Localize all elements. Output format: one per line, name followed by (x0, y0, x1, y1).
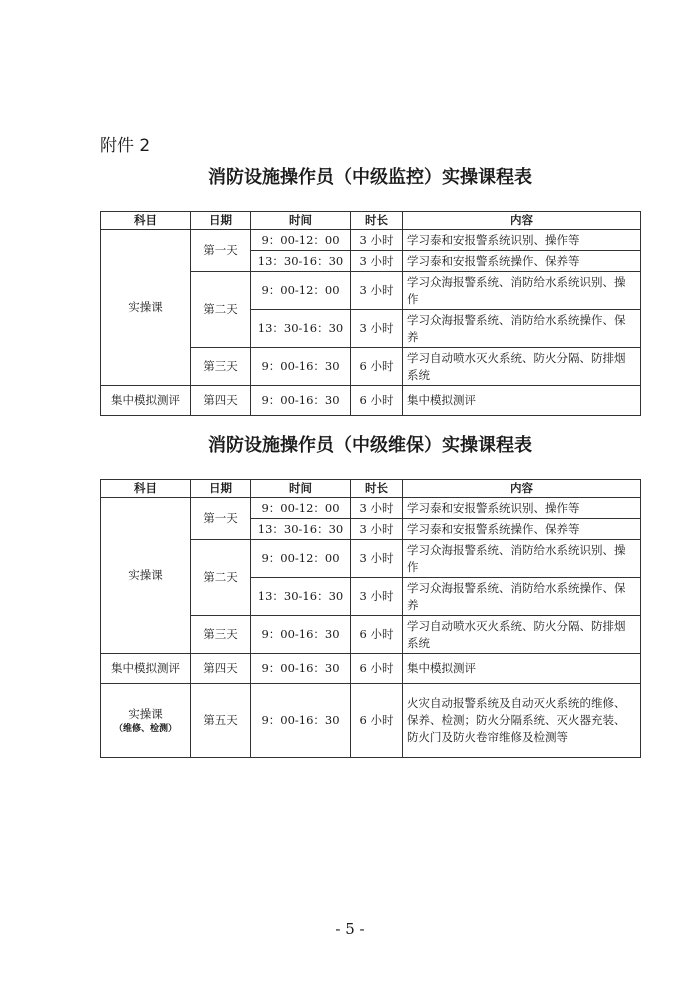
day-cell: 第二天 (191, 540, 251, 616)
day-cell: 第四天 (191, 654, 251, 684)
table-row (101, 684, 641, 758)
day-cell: 第一天 (191, 498, 251, 540)
duration-cell: 3 小时 (351, 498, 403, 519)
time-cell: 13：30-16：30 (251, 519, 351, 540)
header-duration: 时长 (351, 212, 403, 230)
time-cell: 9：00-16：30 (251, 616, 351, 654)
content-cell: 学习泰和安报警系统识别、操作等 (403, 498, 641, 519)
content-cell: 学习自动喷水灭火系统、防火分隔、防排烟系统 (403, 616, 641, 654)
content-cell: 学习泰和安报警系统操作、保养等 (403, 251, 641, 272)
content-cell: 集中模拟测评 (403, 386, 641, 416)
content-cell: 学习泰和安报警系统识别、操作等 (403, 230, 641, 251)
subject-cell (101, 684, 191, 758)
header-date: 日期 (191, 212, 251, 230)
subject-cell: 集中模拟测评 (101, 654, 191, 684)
day-cell: 第四天 (191, 386, 251, 416)
time-cell: 9：00-12：00 (251, 498, 351, 519)
duration-cell: 3 小时 (351, 251, 403, 272)
schedule-table-monitoring (100, 211, 641, 416)
duration-cell: 6 小时 (351, 386, 403, 416)
time-cell: 9：00-12：00 (251, 230, 351, 251)
table-header-row (101, 212, 641, 230)
time-cell: 9：00-16：30 (251, 684, 351, 758)
subject-note: （维修、检测） (113, 724, 177, 734)
schedule-table-maintenance (100, 479, 641, 758)
duration-cell: 6 小时 (351, 684, 403, 758)
time-cell: 9：00-16：30 (251, 386, 351, 416)
day-cell: 第五天 (191, 684, 251, 758)
table1-title: 消防设施操作员（中级监控）实操课程表 (208, 167, 532, 188)
content-cell: 火灾自动报警系统及自动灭火系统的维修、保养、检测；防火分隔系统、灭火器充装、防火门及防火卷帘维修及检测等 (403, 684, 641, 758)
content-cell: 学习众海报警系统、消防给水系统操作、保养 (403, 310, 641, 348)
duration-cell: 3 小时 (351, 230, 403, 251)
subject-label: 实操课 (128, 707, 163, 721)
table-row (101, 230, 641, 251)
day-cell: 第三天 (191, 616, 251, 654)
time-cell: 9：00-12：00 (251, 540, 351, 578)
annex-label: 附件 2 (100, 136, 151, 156)
subject-cell: 实操课 (101, 230, 191, 386)
table-header-row (101, 480, 641, 498)
table-row (101, 386, 641, 416)
day-cell: 第二天 (191, 272, 251, 348)
subject-cell: 实操课 (101, 498, 191, 654)
time-cell: 13：30-16：30 (251, 251, 351, 272)
header-time: 时间 (251, 212, 351, 230)
time-cell: 13：30-16：30 (251, 578, 351, 616)
day-cell: 第一天 (191, 230, 251, 272)
time-cell: 13：30-16：30 (251, 310, 351, 348)
day-cell: 第三天 (191, 348, 251, 386)
time-cell: 9：00-12：00 (251, 272, 351, 310)
page-number: - 5 - (335, 920, 365, 938)
header-date: 日期 (191, 480, 251, 498)
duration-cell: 3 小时 (351, 519, 403, 540)
header-time: 时间 (251, 480, 351, 498)
subject-cell: 集中模拟测评 (101, 386, 191, 416)
header-content: 内容 (403, 212, 641, 230)
content-cell: 学习众海报警系统、消防给水系统操作、保养 (403, 578, 641, 616)
content-cell: 学习泰和安报警系统操作、保养等 (403, 519, 641, 540)
duration-cell: 6 小时 (351, 348, 403, 386)
table-row (101, 498, 641, 519)
duration-cell: 6 小时 (351, 654, 403, 684)
header-subject: 科目 (101, 212, 191, 230)
content-cell: 学习众海报警系统、消防给水系统识别、操作 (403, 272, 641, 310)
content-cell: 学习自动喷水灭火系统、防火分隔、防排烟系统 (403, 348, 641, 386)
table-row (101, 654, 641, 684)
header-subject: 科目 (101, 480, 191, 498)
duration-cell: 3 小时 (351, 578, 403, 616)
header-content: 内容 (403, 480, 641, 498)
header-duration: 时长 (351, 480, 403, 498)
duration-cell: 3 小时 (351, 272, 403, 310)
time-cell: 9：00-16：30 (251, 654, 351, 684)
table2-title: 消防设施操作员（中级维保）实操课程表 (208, 435, 532, 456)
content-cell: 集中模拟测评 (403, 654, 641, 684)
duration-cell: 3 小时 (351, 540, 403, 578)
content-cell: 学习众海报警系统、消防给水系统识别、操作 (403, 540, 641, 578)
time-cell: 9：00-16：30 (251, 348, 351, 386)
duration-cell: 6 小时 (351, 616, 403, 654)
duration-cell: 3 小时 (351, 310, 403, 348)
